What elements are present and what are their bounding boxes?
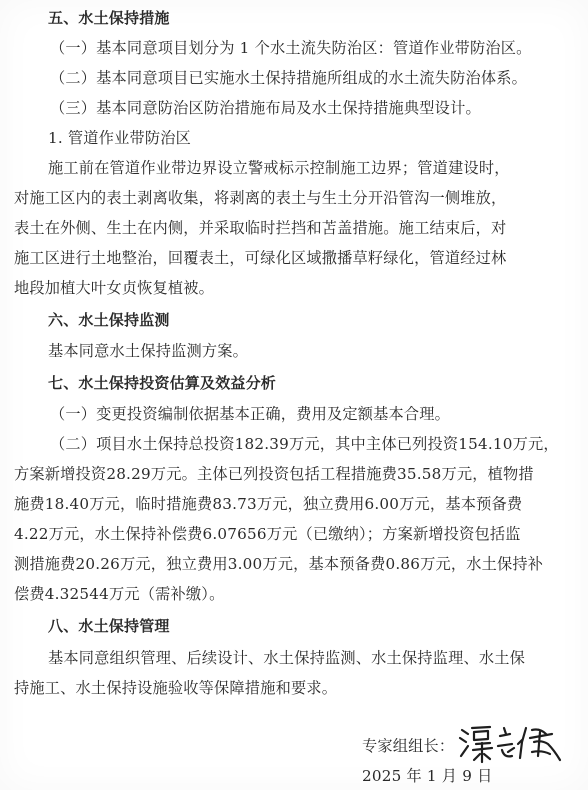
section-8-paragraph-line: 持施工、水土保持设施验收等保障措施和要求。 bbox=[14, 679, 338, 697]
expert-leader-label: 专家组组长： bbox=[362, 737, 455, 755]
section-7-item-2-line: （二）项目水土保持总投资182.39万元，其中主体已列投资154.10万元， bbox=[50, 435, 559, 453]
section-8-heading: 八、水土保持管理 bbox=[48, 617, 170, 635]
section-5-paragraph-line: 施工区进行土地整治，回覆表土，可绿化区域撒播草籽绿化，管道经过林 bbox=[14, 249, 507, 267]
section-6-text: 基本同意水土保持监测方案。 bbox=[48, 342, 249, 360]
section-7-item-2-line: 偿费4.32544万元（需补缴）。 bbox=[14, 585, 225, 603]
section-7-heading: 七、水土保持投资估算及效益分析 bbox=[48, 374, 277, 392]
section-6-heading: 六、水土保持监测 bbox=[48, 311, 170, 329]
section-7-item-2-line: 测措施费20.26万元，独立费用3.00万元，基本预备费0.86万元，水土保持补 bbox=[14, 555, 544, 573]
section-5-paragraph-line: 地段加植大叶女贞恢复植被。 bbox=[14, 279, 215, 297]
section-5-item-1: （一）基本同意项目划分为 1 个水土流失防治区：管道作业带防治区。 bbox=[50, 39, 532, 57]
section-5-item-2: （二）基本同意项目已实施水土保持措施所组成的水土流失防治体系。 bbox=[50, 69, 528, 87]
section-5-subheading: 1. 管道作业带防治区 bbox=[48, 129, 192, 147]
signoff-date: 2025 年 1 月 9 日 bbox=[362, 767, 493, 785]
section-5-paragraph-line: 施工前在管道作业带边界设立警戒标示控制施工边界；管道建设时， bbox=[48, 159, 510, 177]
section-7-item-2-line: 4.22万元，水土保持补偿费6.07656万元（已缴纳）；方案新增投资包括监 bbox=[14, 525, 521, 543]
section-5-heading: 五、水土保持措施 bbox=[48, 9, 170, 27]
section-5-item-3: （三）基本同意防治区防治措施布局及水土保持措施典型设计。 bbox=[50, 99, 481, 117]
section-5-paragraph-line: 对施工区内的表土剥离收集，将剥离的表土与生土分开沿管沟一侧堆放， bbox=[14, 189, 507, 207]
section-7-item-1: （一）变更投资编制依据基本正确，费用及定额基本合理。 bbox=[50, 405, 451, 423]
handwritten-signature bbox=[456, 722, 568, 766]
section-8-paragraph-line: 基本同意组织管理、后续设计、水土保持监测、水土保持监理、水土保 bbox=[48, 649, 526, 667]
section-7-item-2-line: 方案新增投资28.29万元。主体已列投资包括工程措施费35.58万元，植物措 bbox=[14, 465, 534, 483]
section-5-paragraph-line: 表土在外侧、生土在内侧，并采取临时拦挡和苫盖措施。施工结束后，对 bbox=[14, 219, 507, 237]
section-7-item-2-line: 施费18.40万元，临时措施费83.73万元，独立费用6.00万元，基本预备费 bbox=[14, 495, 523, 513]
